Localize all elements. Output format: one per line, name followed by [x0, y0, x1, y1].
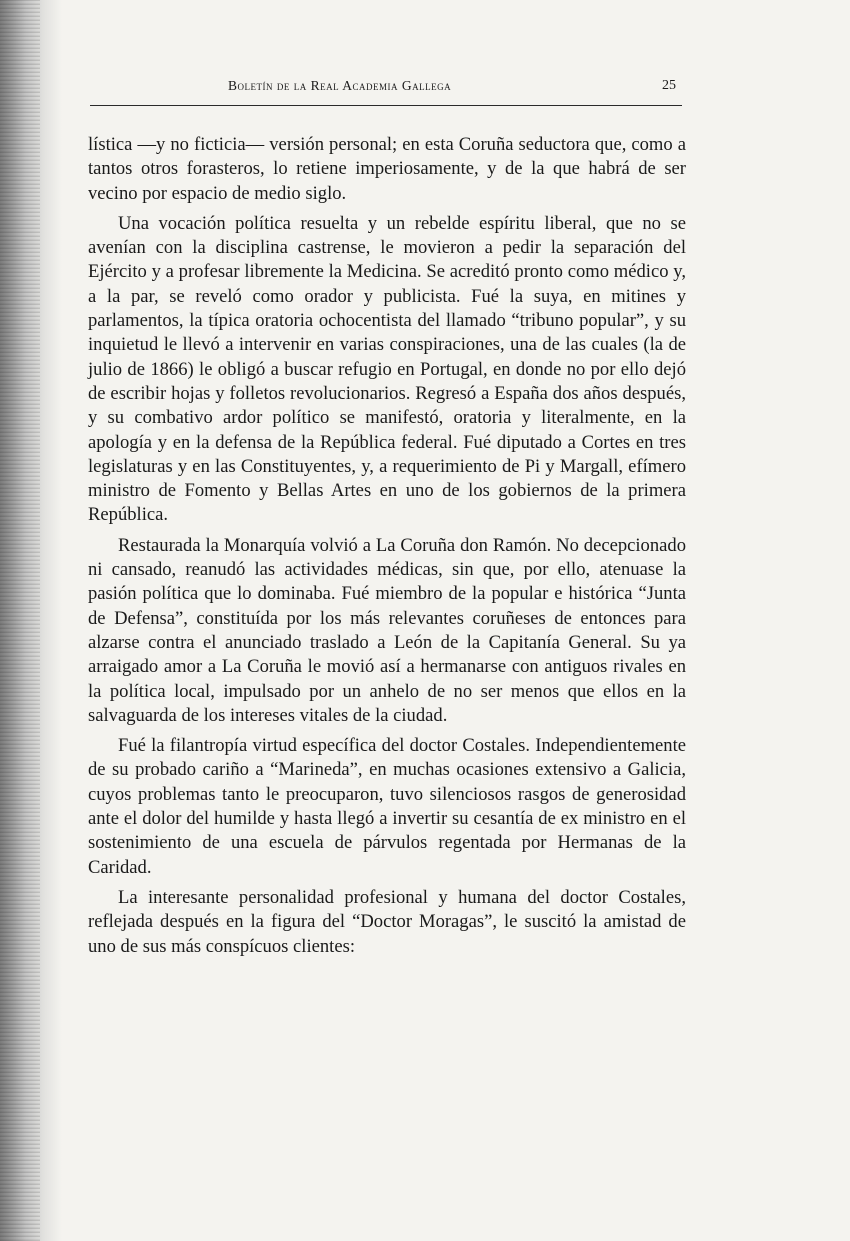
header-rule [90, 105, 682, 106]
paragraph-4: Fué la filantropía virtud específica del doctor Costales. Independientemente de su probado cariño a “Marineda”, en muchas ocasiones extensivo a Galicia, cuyos problemas tanto le preocuparon, tuvo silenciosos rasgos de generosidad ante el dolor del humilde y hasta llegó a invertir su cesantía de ex ministro en el sostenimiento de una escuela de párvulos regentada por Hermanas de la Caridad. [88, 735, 686, 878]
paragraph-2: Una vocación política resuelta y un rebelde espíritu liberal, que no se avenían con la disciplina castrense, le movieron a pedir la separación del Ejército y a profesar libremente la Medicina. Se acreditó pronto como médico y, a la par, se reveló como orador y publicista. Fué la suya, en mitines y parlamentos, la típica oratoria ochocentista del llamado “tribuno popular”, y su inquietud le llevó a intervenir en varias conspiraciones, una de las cuales (la de julio de 1866) le obligó a buscar refugio en Portugal, en donde no por ello dejó de escribir hojas y folletos revolucionarios. Regresó a España dos años después, y su combativo ardor político se manifestó, oratoria y literalmente, en la apología y en la defensa de la República federal. Fué diputado a Cortes en tres legislaturas y en las Constituyentes, y, a requerimiento de Pi y Margall, efímero ministro de Fomento y Bellas Artes en uno de los gobiernos de la primera República. [88, 212, 686, 526]
scan-noise [0, 0, 40, 1241]
paragraph-1: lística —y no ficticia— versión personal; en esta Coruña seductora que, como a tantos otros forasteros, lo retiene imperiosamente, y de la que habrá de ser vecino por espacio de medio siglo. [88, 134, 686, 204]
running-header-title: Boletín de la Real Academia Gallega [228, 78, 452, 93]
page-number: 25 [662, 78, 676, 93]
paragraph-5: La interesante personalidad profesional y humana del doctor Costales, reflejada después en la figura del “Doctor Moragas”, le suscitó la amistad de uno de sus más conspícuos clientes: [88, 886, 686, 957]
body-text [88, 133, 686, 965]
paragraph-3: Restaurada la Monarquía volvió a La Coruña don Ramón. No decepcionado ni cansado, reanudó las actividades médicas, sin que, por ello, atenuase la pasión política que lo dominaba. Fué miembro de la popular e histórica “Junta de Defensa”, constituída por los más relevantes coruñeses de entonces para alzarse contra el anunciado traslado a León de la Capitanía General. Su ya arraigado amor a La Coruña le movió así a hermanarse con antiguos rivales en la política local, impulsado por un anhelo de no ser menos que ellos en la salvaguarda de los intereses vitales de la ciudad. [88, 534, 686, 726]
